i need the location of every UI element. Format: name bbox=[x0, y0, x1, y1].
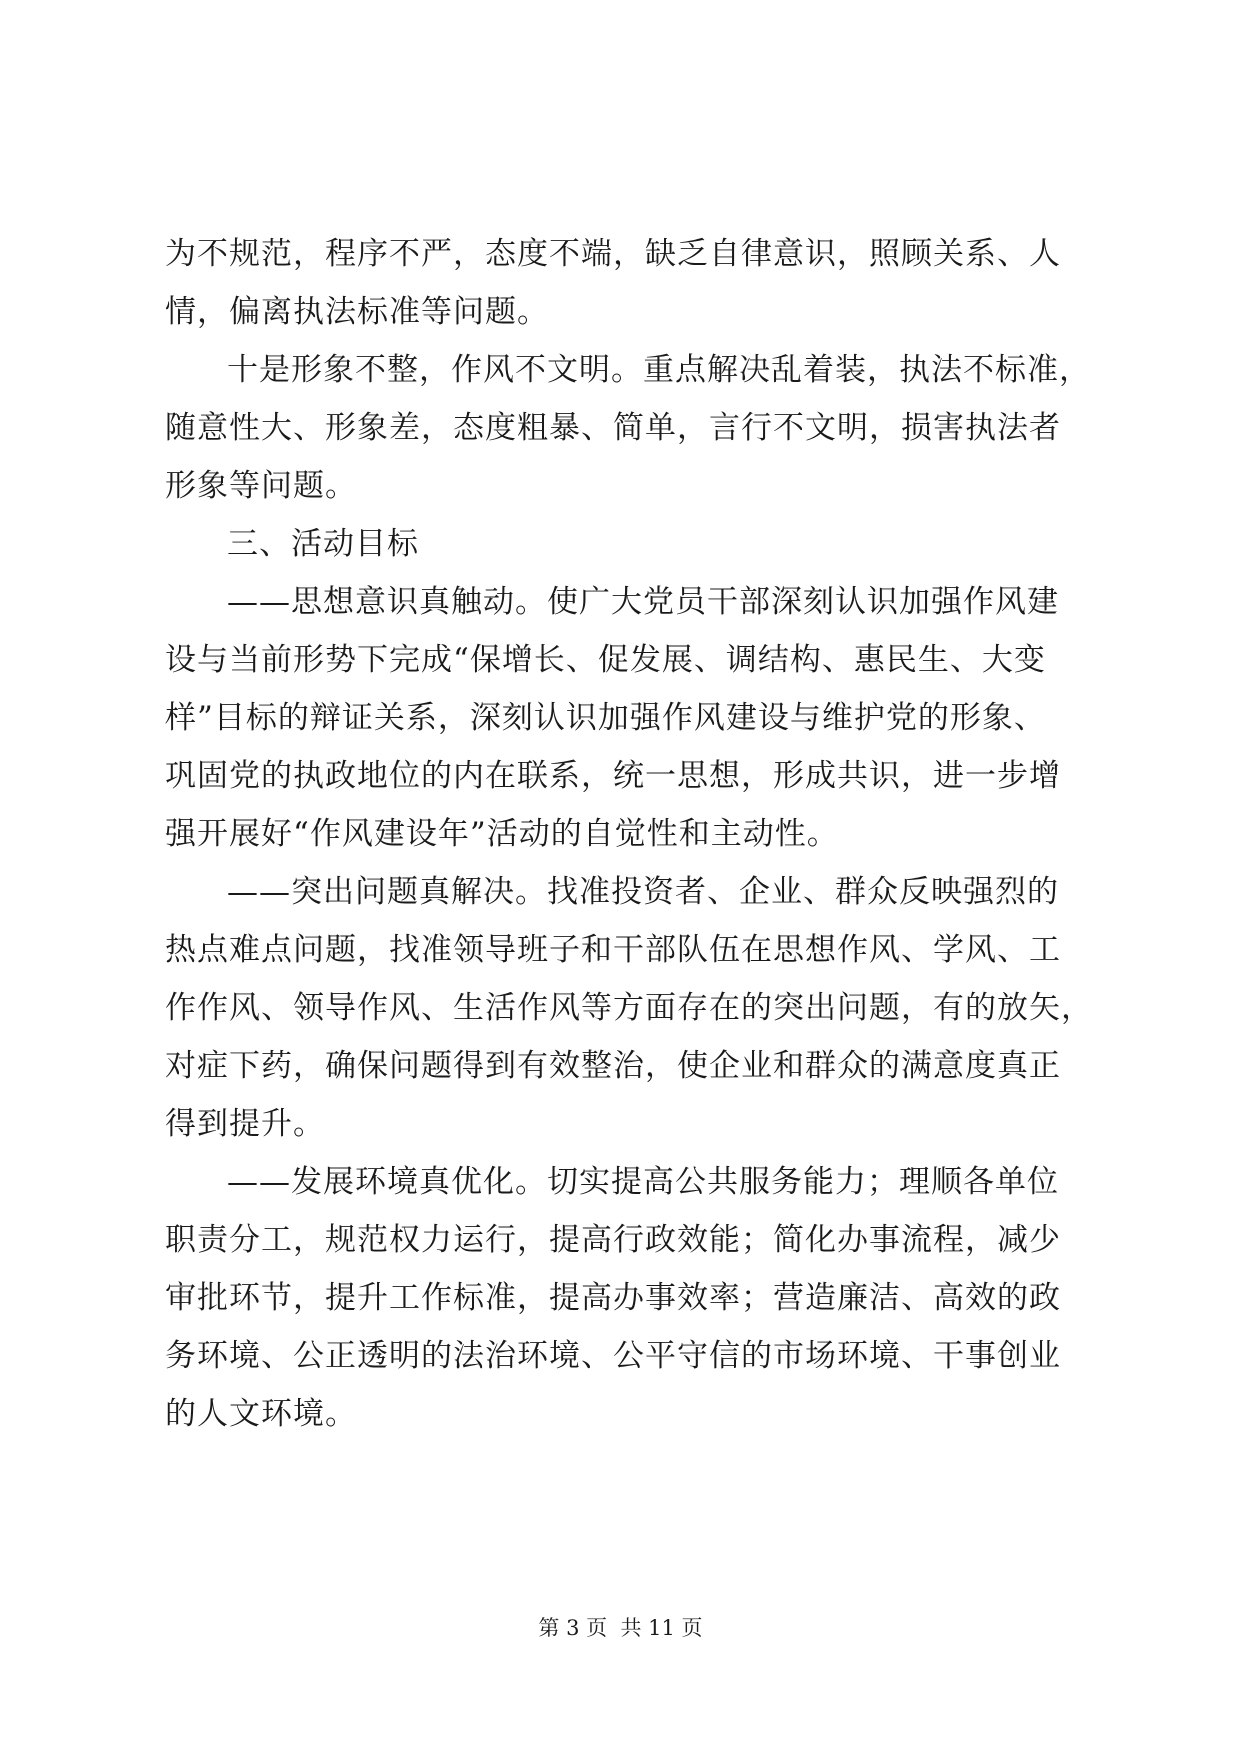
text-line: 为不规范，程序不严，态度不端，缺乏自律意识，照顾关系、人 bbox=[165, 236, 1061, 272]
text-line: 对症下药，确保问题得到有效整治，使企业和群众的满意度真正 bbox=[165, 1048, 1061, 1084]
text-line: ——思想意识真触动。使广大党员干部深刻认识加强作风建 bbox=[227, 584, 1059, 620]
paragraph-goal-2 bbox=[165, 863, 1093, 1153]
paragraph-continuation bbox=[165, 225, 1077, 341]
text-line: 样”目标的辩证关系，深刻认识加强作风建设与维护党的形象、 bbox=[165, 700, 1046, 736]
text-line: 十是形象不整，作风不文明。重点解决乱着装，执法不标准， bbox=[227, 352, 1091, 388]
text-line: 职责分工，规范权力运行，提高行政效能；简化办事流程，减少 bbox=[165, 1222, 1061, 1258]
text-line: 作作风、领导作风、生活作风等方面存在的突出问题，有的放矢， bbox=[165, 990, 1093, 1026]
paragraph-goal-3 bbox=[165, 1153, 1077, 1443]
text-line: 强开展好“作风建设年”活动的自觉性和主动性。 bbox=[165, 816, 839, 852]
text-line: 巩固党的执政地位的内在联系，统一思想，形成共识，进一步增 bbox=[165, 758, 1061, 794]
section-heading bbox=[165, 515, 1077, 573]
text-line: 情，偏离执法标准等问题。 bbox=[165, 294, 549, 330]
text-line: 审批环节，提升工作标准，提高办事效率；营造廉洁、高效的政 bbox=[165, 1280, 1061, 1316]
text-line: 形象等问题。 bbox=[165, 468, 357, 504]
text-line: 的人文环境。 bbox=[165, 1396, 357, 1432]
page-number-label: 第 3 页 共 11 页 bbox=[538, 1616, 703, 1640]
paragraph-goal-1 bbox=[165, 573, 1077, 863]
text-line: 设与当前形势下完成“保增长、促发展、调结构、惠民生、大变 bbox=[165, 642, 1046, 678]
paragraph-item-ten bbox=[165, 341, 1091, 515]
text-line: 热点难点问题，找准领导班子和干部队伍在思想作风、学风、工 bbox=[165, 932, 1061, 968]
document-body bbox=[165, 225, 1093, 1443]
text-line: 得到提升。 bbox=[165, 1106, 325, 1142]
heading-text: 三、活动目标 bbox=[227, 526, 419, 562]
text-line: 务环境、公正透明的法治环境、公平守信的市场环境、干事创业 bbox=[165, 1338, 1061, 1374]
text-line: ——发展环境真优化。切实提高公共服务能力；理顺各单位 bbox=[227, 1164, 1059, 1200]
page-footer bbox=[0, 1612, 1241, 1642]
text-line: 随意性大、形象差，态度粗暴、简单，言行不文明，损害执法者 bbox=[165, 410, 1061, 446]
text-line: ——突出问题真解决。找准投资者、企业、群众反映强烈的 bbox=[227, 874, 1059, 910]
